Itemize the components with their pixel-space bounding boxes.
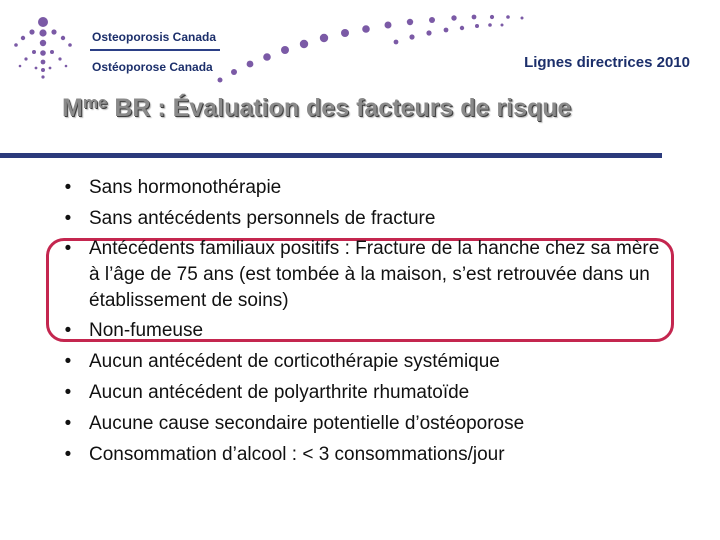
bullet-icon: • (64, 320, 72, 341)
bullet-icon: • (64, 208, 72, 229)
bullet-icon: • (64, 238, 72, 259)
list-item (58, 348, 673, 376)
bullet-icon: • (64, 444, 72, 465)
list-item-highlighted (58, 236, 673, 314)
title-underline (0, 153, 662, 158)
bullet-icon: • (64, 177, 72, 198)
list-item (58, 410, 673, 438)
list-item-text: Aucune cause secondaire potentielle d’ostéoporose (89, 413, 525, 434)
list-item (58, 174, 673, 202)
list-item-text: Sans hormonothérapie (89, 177, 282, 198)
list-item-text: Non-fumeuse (89, 320, 204, 341)
list-item-text: Antécédents familiaux positifs : Fracture de la hanche chez sa mère à l’âge de 75 ans (est tombée à la maison, s’est retrouvée dans un établissement de soins) (89, 238, 660, 311)
title-text: BR : Évaluation des facteurs de risque (107, 94, 572, 122)
dotted-swoosh-decoration (200, 12, 530, 92)
title-prefix: M (62, 94, 83, 122)
list-item (58, 441, 673, 469)
risk-factor-list (58, 174, 673, 472)
list-item-text: Aucun antécédent de polyarthrite rhumatoïde (89, 382, 470, 403)
list-item (58, 205, 673, 233)
list-item (58, 379, 673, 407)
org-name-english: Osteoporosis Canada (92, 30, 217, 44)
bullet-icon: • (64, 413, 72, 434)
title-superscript: me (82, 93, 108, 112)
list-item-text: Consommation d’alcool : < 3 consommations/jour (89, 444, 505, 465)
list-item-text: Aucun antécédent de corticothérapie systémique (89, 351, 500, 372)
slide-title (62, 86, 662, 125)
bullet-icon: • (64, 382, 72, 403)
list-item-text: Sans antécédents personnels de fracture (89, 208, 436, 229)
osteoporosis-canada-logo-icon (8, 12, 78, 84)
guidelines-label: Lignes directrices 2010 (524, 54, 690, 71)
bullet-icon: • (64, 351, 72, 372)
list-item (58, 317, 673, 345)
org-name-french: Ostéoporose Canada (92, 60, 213, 74)
